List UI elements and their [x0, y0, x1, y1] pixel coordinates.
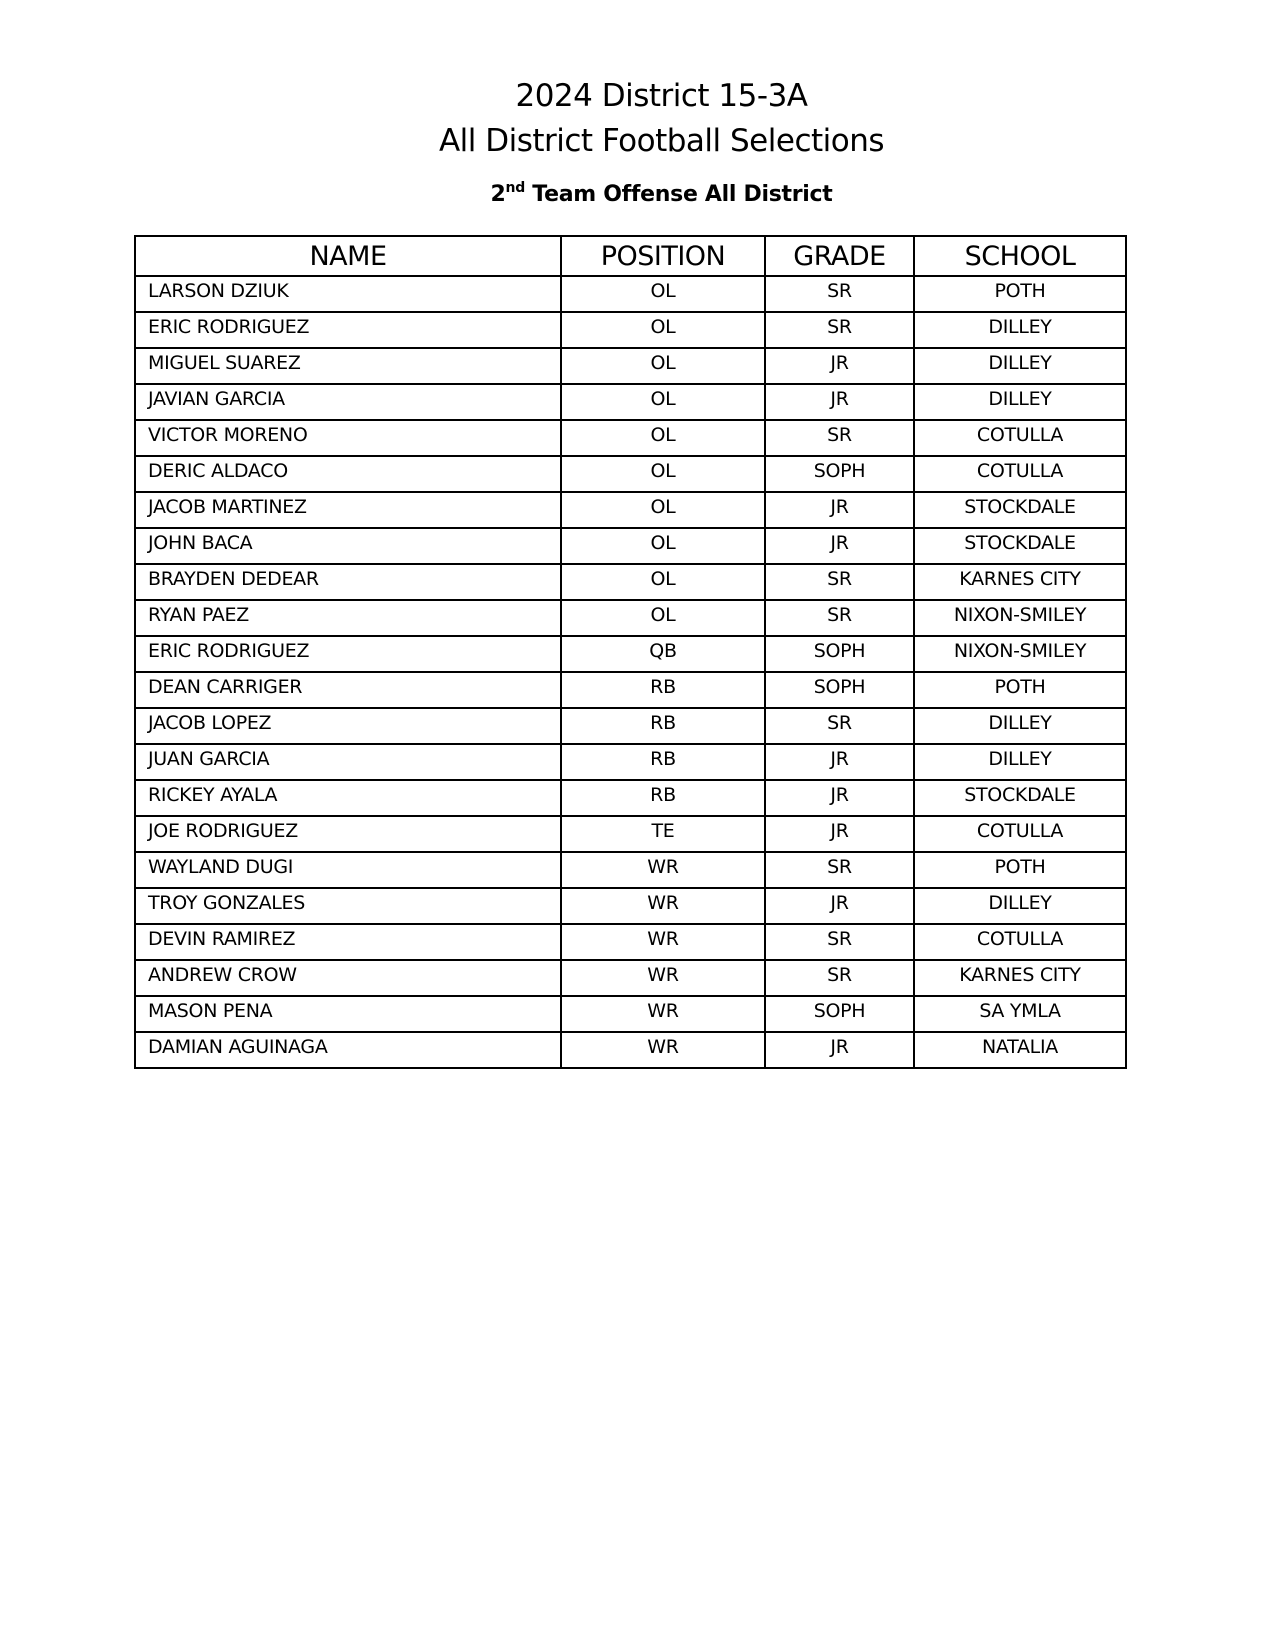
title-line-2: All District Football Selections [438, 123, 885, 159]
cell-position: RB [561, 672, 765, 708]
table-row [135, 960, 1126, 996]
cell-position: RB [561, 744, 765, 780]
cell-school: SA YMLA [914, 996, 1126, 1032]
subtitle-ordinal-number: 2 [490, 182, 506, 207]
header-position: POSITION [561, 236, 765, 276]
header-row [135, 236, 1126, 276]
subtitle-text: Team Offense All District [524, 182, 833, 207]
table-row [135, 852, 1126, 888]
cell-position: WR [561, 888, 765, 924]
cell-position: OL [561, 564, 765, 600]
cell-grade: SR [765, 924, 914, 960]
cell-school: COTULLA [914, 816, 1126, 852]
cell-grade: SR [765, 276, 914, 312]
cell-position: WR [561, 852, 765, 888]
cell-school: NATALIA [914, 1032, 1126, 1068]
cell-position: OL [561, 600, 765, 636]
table-row [135, 276, 1126, 312]
cell-school: POTH [914, 852, 1126, 888]
table-row [135, 996, 1126, 1032]
header-name: NAME [135, 236, 561, 276]
cell-position: OL [561, 348, 765, 384]
cell-school: DILLEY [914, 348, 1126, 384]
cell-name: RYAN PAEZ [135, 600, 561, 636]
cell-grade: JR [765, 348, 914, 384]
cell-position: OL [561, 276, 765, 312]
cell-school: STOCKDALE [914, 492, 1126, 528]
table-row [135, 384, 1126, 420]
cell-name: BRAYDEN DEDEAR [135, 564, 561, 600]
cell-position: OL [561, 384, 765, 420]
cell-position: OL [561, 456, 765, 492]
cell-grade: SR [765, 600, 914, 636]
cell-name: MASON PENA [135, 996, 561, 1032]
cell-position: QB [561, 636, 765, 672]
cell-name: ERIC RODRIGUEZ [135, 636, 561, 672]
cell-school: KARNES CITY [914, 564, 1126, 600]
cell-position: WR [561, 996, 765, 1032]
cell-school: DILLEY [914, 744, 1126, 780]
table-row [135, 1032, 1126, 1068]
table-row [135, 456, 1126, 492]
cell-grade: SR [765, 708, 914, 744]
table-row [135, 888, 1126, 924]
cell-school: STOCKDALE [914, 528, 1126, 564]
cell-grade: SR [765, 852, 914, 888]
cell-position: WR [561, 960, 765, 996]
cell-school: DILLEY [914, 384, 1126, 420]
cell-grade: JR [765, 744, 914, 780]
table-row [135, 780, 1126, 816]
cell-grade: SOPH [765, 996, 914, 1032]
title-line-1: 2024 District 15-3A [515, 78, 808, 114]
cell-position: RB [561, 708, 765, 744]
cell-name: TROY GONZALES [135, 888, 561, 924]
cell-grade: SR [765, 960, 914, 996]
cell-name: DERIC ALDACO [135, 456, 561, 492]
table-row [135, 492, 1126, 528]
cell-name: ERIC RODRIGUEZ [135, 312, 561, 348]
cell-name: DEAN CARRIGER [135, 672, 561, 708]
cell-name: JAVIAN GARCIA [135, 384, 561, 420]
cell-school: COTULLA [914, 924, 1126, 960]
table-row [135, 564, 1126, 600]
cell-position: RB [561, 780, 765, 816]
cell-school: DILLEY [914, 888, 1126, 924]
header-grade: GRADE [765, 236, 914, 276]
cell-name: JOHN BACA [135, 528, 561, 564]
table-row [135, 348, 1126, 384]
cell-school: DILLEY [914, 312, 1126, 348]
roster-table [134, 235, 1127, 1069]
cell-grade: JR [765, 888, 914, 924]
cell-school: COTULLA [914, 420, 1126, 456]
cell-name: JACOB MARTINEZ [135, 492, 561, 528]
cell-name: DAMIAN AGUINAGA [135, 1032, 561, 1068]
table-row [135, 672, 1126, 708]
cell-name: JOE RODRIGUEZ [135, 816, 561, 852]
cell-name: ANDREW CROW [135, 960, 561, 996]
cell-school: DILLEY [914, 708, 1126, 744]
section-subtitle [0, 182, 1265, 207]
table-row [135, 924, 1126, 960]
cell-position: OL [561, 420, 765, 456]
cell-school: POTH [914, 672, 1126, 708]
cell-grade: JR [765, 528, 914, 564]
cell-grade: JR [765, 816, 914, 852]
cell-position: OL [561, 312, 765, 348]
cell-school: POTH [914, 276, 1126, 312]
header-school: SCHOOL [914, 236, 1126, 276]
cell-grade: JR [765, 1032, 914, 1068]
cell-school: NIXON-SMILEY [914, 636, 1126, 672]
cell-name: MIGUEL SUAREZ [135, 348, 561, 384]
cell-position: OL [561, 492, 765, 528]
cell-grade: JR [765, 780, 914, 816]
cell-name: VICTOR MORENO [135, 420, 561, 456]
cell-grade: SR [765, 420, 914, 456]
table-row [135, 420, 1126, 456]
cell-position: TE [561, 816, 765, 852]
cell-name: JACOB LOPEZ [135, 708, 561, 744]
cell-school: KARNES CITY [914, 960, 1126, 996]
roster-body [135, 276, 1126, 1068]
cell-grade: SOPH [765, 456, 914, 492]
cell-grade: JR [765, 384, 914, 420]
table-row [135, 744, 1126, 780]
table-row [135, 312, 1126, 348]
document-title [0, 74, 1265, 164]
table-row [135, 708, 1126, 744]
cell-grade: JR [765, 492, 914, 528]
cell-school: COTULLA [914, 456, 1126, 492]
subtitle-ordinal-suffix: nd [505, 180, 525, 196]
cell-grade: SR [765, 564, 914, 600]
cell-grade: SOPH [765, 636, 914, 672]
cell-position: OL [561, 528, 765, 564]
cell-name: DEVIN RAMIREZ [135, 924, 561, 960]
table-row [135, 816, 1126, 852]
cell-name: RICKEY AYALA [135, 780, 561, 816]
cell-position: WR [561, 924, 765, 960]
table-row [135, 528, 1126, 564]
cell-grade: SR [765, 312, 914, 348]
cell-position: WR [561, 1032, 765, 1068]
table-row [135, 636, 1126, 672]
cell-school: STOCKDALE [914, 780, 1126, 816]
cell-name: LARSON DZIUK [135, 276, 561, 312]
cell-name: JUAN GARCIA [135, 744, 561, 780]
cell-school: NIXON-SMILEY [914, 600, 1126, 636]
table-row [135, 600, 1126, 636]
cell-grade: SOPH [765, 672, 914, 708]
cell-name: WAYLAND DUGI [135, 852, 561, 888]
